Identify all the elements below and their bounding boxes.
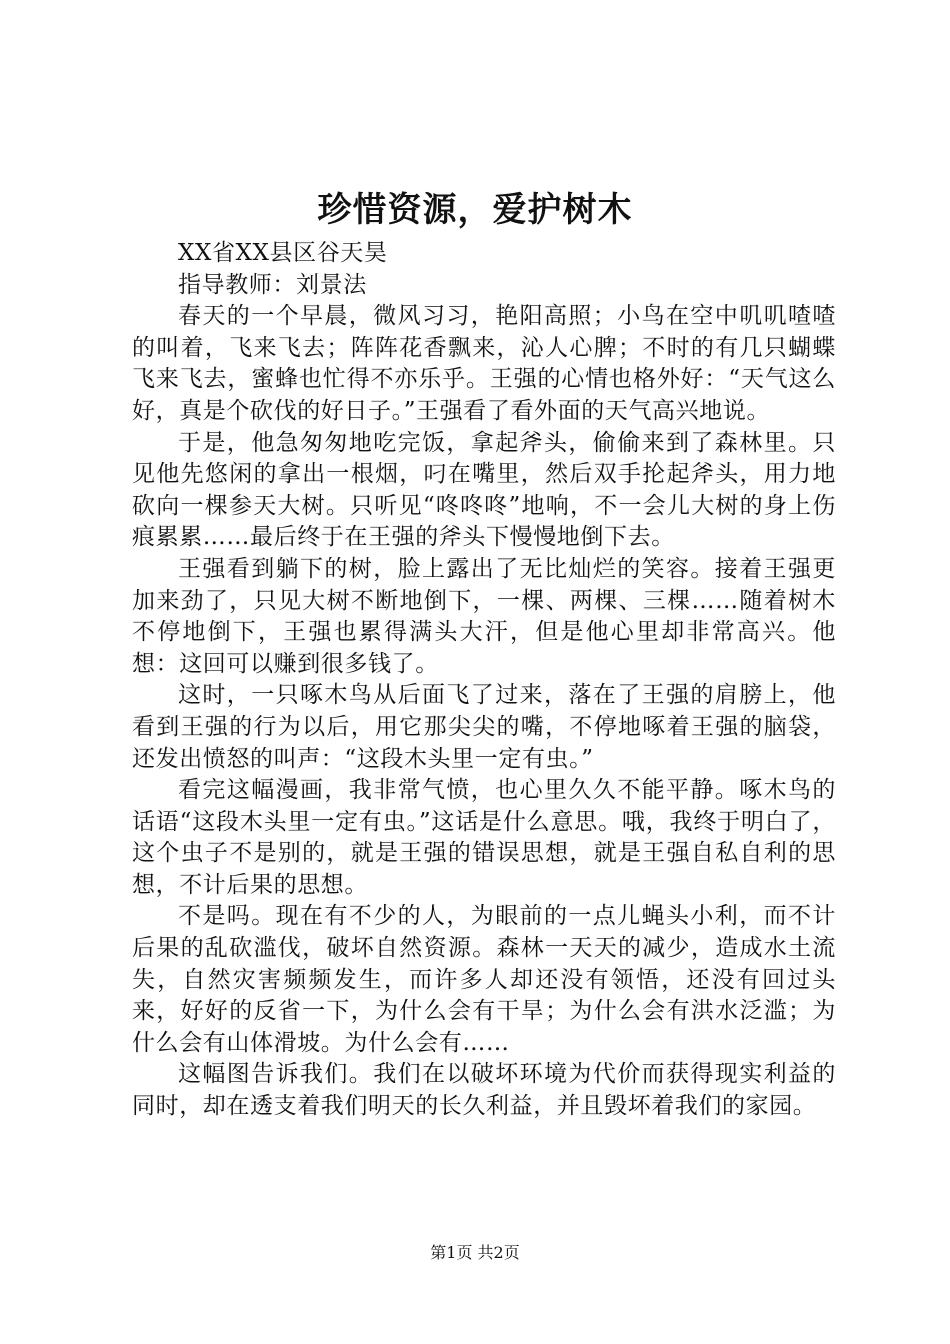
author-line: XX省XX县区谷天昊 (178, 240, 388, 266)
paragraph: 王强看到躺下的树，脸上露出了无比灿烂的笑容。接着王强更加来劲了，只见大树不断地倒下，一棵、两棵、三棵……随着树木不停地倒下，王强也累得满头大汗，但是他心里却非常高兴。他想：这回可以赚到很多钱了。 (132, 555, 836, 677)
document-body (132, 238, 836, 1123)
paragraph: 这时，一只啄木鸟从后面飞了过来，落在了王强的肩膀上，他看到王强的行为以后，用它那尖尖的嘴，不停地啄着王强的脑袋，还发出愤怒的叫声：“这段木头里一定有虫。” (132, 682, 836, 772)
teacher-line: 指导教师：刘景法 (178, 271, 367, 298)
paragraph: 不是吗。现在有不少的人，为眼前的一点儿蝇头小利，而不计后果的乱砍滥伐，破坏自然资源。森林一天天的减少，造成水土流失，自然灾害频频发生，而许多人却还没有领悟，还没有回过头来，好好的反省一下，为什么会有干旱；为什么会有洪水泛滥；为什么会有山体滑坡。为什么会有…… (132, 903, 836, 1056)
paragraph: 春天的一个早晨，微风习习，艳阳高照；小鸟在空中叽叽喳喳的叫着，飞来飞去；阵阵花香飘来，沁人心脾；不时的有几只蝴蝶飞来飞去，蜜蜂也忙得不亦乐乎。王强的心情也格外好：“天气这么好，真是个砍伐的好日子。”王强看了看外面的天气高兴地说。 (132, 303, 836, 424)
paragraph: 这幅图告诉我们。我们在以破坏环境为代价而获得现实利益的同时，却在透支着我们明天的长久利益，并且毁坏着我们的家园。 (132, 1061, 836, 1120)
page-footer: 第1页 共2页 (430, 1243, 520, 1262)
document-title: 珍惜资源，爱护树木 (317, 190, 633, 230)
paragraph: 看完这幅漫画，我非常气愤，也心里久久不能平静。啄木鸟的话语“这段木头里一定有虫。”这话是什么意思。哦，我终于明白了，这个虫子不是别的，就是王强的错误思想，就是王强自私自利的思想，不计后果的思想。 (132, 777, 836, 898)
paragraph: 于是，他急匆匆地吃完饭，拿起斧头，偷偷来到了森林里。只见他先悠闲的拿出一根烟，叼在嘴里，然后双手抡起斧头，用力地砍向一棵参天大树。只听见“咚咚咚”地响，不一会儿大树的身上伤痕累累……最后终于在王强的斧头下慢慢地倒下去。 (132, 429, 836, 551)
